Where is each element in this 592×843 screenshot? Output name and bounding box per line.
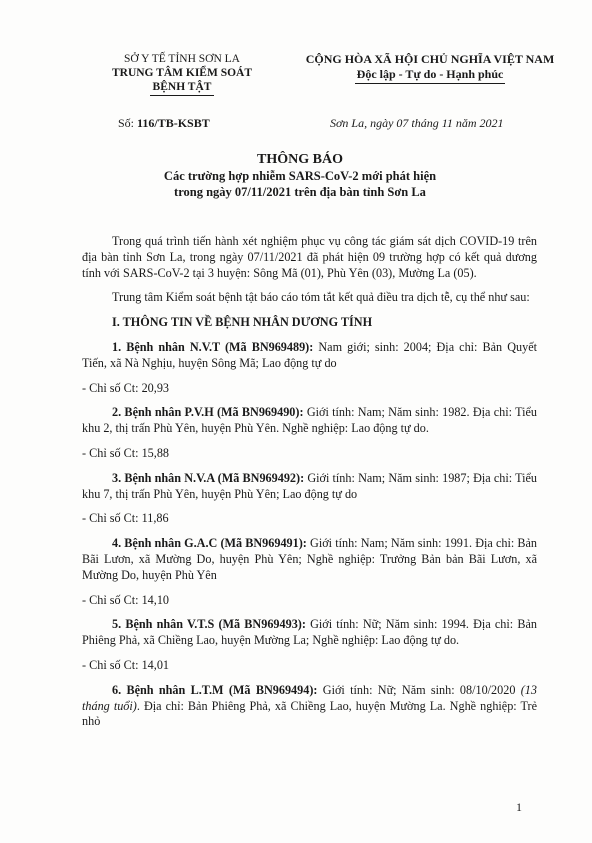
ct-value: - Chỉ số Ct: 11,86 bbox=[82, 511, 169, 526]
patient-entry bbox=[82, 536, 537, 583]
national-header bbox=[296, 52, 564, 84]
subtitle-line-1: Các trường hợp nhiễm SARS-CoV-2 mới phát hiện bbox=[163, 169, 437, 183]
ct-value: - Chỉ số Ct: 14,01 bbox=[82, 657, 170, 672]
patient-details: Giới tính: Nam; Năm sinh: 1987; Địa chỉ: Tiểu khu 7, thị trấn Phù Yên, huyện Phù Yên; Lao động tự do bbox=[82, 470, 538, 501]
intro-paragraph: Trong quá trình tiến hành xét nghiệm phục vụ công tác giám sát dịch COVID-19 trên địa bàn tỉnh Sơn La, trong ngày 07/11/2021 đã phát hiện 09 trường hợp có kết quả dương tính với SARS-CoV-2 tại 3 huyện: Sông Mã (01), Phù Yên (03), Mường La (05). bbox=[82, 234, 537, 280]
patient-details: Giới tính: Nam; Năm sinh: 1991. Địa chỉ: Bản Bãi Lươn, xã Mường Do, huyện Phù Yên; Nghề nghiệp: Trưởng Bản bản Bãi Lươn, xã Mường Do, huyện Phù Yên bbox=[82, 536, 538, 582]
ct-value: - Chỉ số Ct: 14,10 bbox=[82, 592, 170, 607]
patient-details: Giới tính: Nữ; Năm sinh: 1994. Địa chỉ: Bản Phiêng Phả, xã Chiềng Lao, huyện Mường La; Nghề nghiệp: Lao động tự do. bbox=[82, 617, 537, 648]
document-title: THÔNG BÁO bbox=[257, 152, 343, 167]
patient-details: Giới tính: Nam; Năm sinh: 1982. Địa chỉ: Tiểu khu 2, thị trấn Phù Yên, huyện Phù Yên. Nghề nghiệp: Lao động tự do. bbox=[82, 405, 537, 436]
document-date: Sơn La, ngày 07 tháng 11 năm 2021 bbox=[330, 116, 504, 130]
section-heading: I. THÔNG TIN VỀ BỆNH NHÂN DƯƠNG TÍNH bbox=[112, 315, 373, 330]
national-motto: Độc lập - Tự do - Hạnh phúc bbox=[356, 67, 504, 81]
document-number-label: Số: bbox=[118, 116, 135, 130]
patient-heading: 5. Bệnh nhân V.T.S (Mã BN969493): bbox=[112, 617, 306, 632]
patient-age: (13 tháng tuổi) bbox=[82, 682, 537, 713]
patient-heading: 2. Bệnh nhân P.V.H (Mã BN969490): bbox=[112, 405, 304, 420]
patient-heading: 3. Bệnh nhân N.V.A (Mã BN969492): bbox=[112, 470, 305, 485]
patient-heading: 4. Bệnh nhân G.A.C (Mã BN969491): bbox=[112, 536, 307, 551]
issuer-department: SỞ Y TẾ TỈNH SƠN LA bbox=[124, 53, 240, 65]
patient-entry bbox=[82, 617, 537, 649]
ct-value: - Chỉ số Ct: 15,88 bbox=[82, 445, 170, 460]
page-number: 1 bbox=[516, 800, 522, 814]
document-subtitle bbox=[100, 168, 500, 200]
document-number-value: 116/TB-KSBT bbox=[137, 116, 210, 130]
issuer-center: TRUNG TÂM KIỂM SOÁT bbox=[111, 67, 253, 79]
patient-entry bbox=[82, 471, 537, 503]
issuer-header bbox=[92, 52, 272, 96]
patient-details-cont: . Địa chỉ: Bản Phiêng Phả, xã Chiềng Lao, huyện Mường La. Nghề nghiệp: Trẻ nhỏ bbox=[82, 698, 538, 729]
motto-underline bbox=[355, 83, 505, 84]
patient-details: Giới tính: Nữ; Năm sinh: 08/10/2020 bbox=[317, 682, 521, 697]
issuer-underline bbox=[150, 95, 214, 96]
issuer-center-cont: BỆNH TẬT bbox=[152, 81, 212, 93]
summary-paragraph: Trung tâm Kiểm soát bệnh tật báo cáo tóm tắt kết quả điều tra dịch tễ, cụ thể như sau: bbox=[112, 290, 530, 305]
patient-heading: 1. Bệnh nhân N.V.T (Mã BN969489): bbox=[112, 339, 314, 354]
patient-entry bbox=[82, 683, 537, 730]
patient-entry bbox=[82, 405, 537, 437]
subtitle-line-2: trong ngày 07/11/2021 trên địa bàn tỉnh Sơn La bbox=[174, 185, 426, 199]
patient-entry bbox=[82, 340, 537, 372]
ct-value: - Chỉ số Ct: 20,93 bbox=[82, 380, 170, 395]
document-body bbox=[82, 234, 537, 739]
patient-heading: 6. Bệnh nhân L.T.M (Mã BN969494): bbox=[112, 682, 318, 697]
document-number bbox=[118, 116, 210, 131]
national-title: CỘNG HÒA XÃ HỘI CHỦ NGHĨA VIỆT NAM bbox=[305, 52, 555, 66]
patient-details: Nam giới; sinh: 2004; Địa chỉ: Bản Quyết Tiến, xã Nà Nghịu, huyện Sông Mã; Lao động tự do bbox=[82, 339, 538, 370]
